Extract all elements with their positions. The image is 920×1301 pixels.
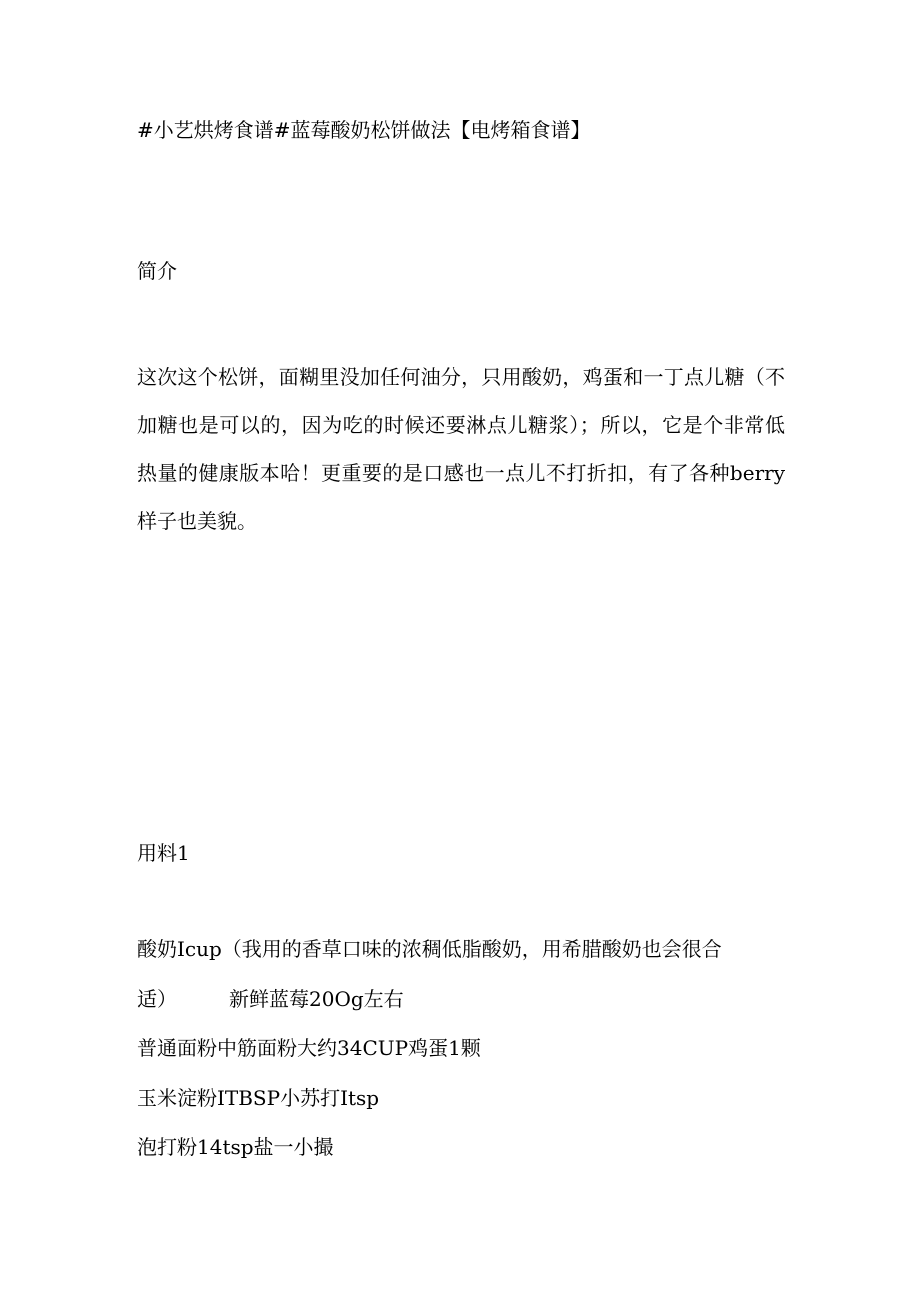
- ingredient-blueberry: 新鲜蓝莓20Og左右: [229, 987, 404, 1011]
- ingredient-line: 玉米淀粉ITBSP小苏打Itsp: [137, 1086, 380, 1110]
- intro-paragraph: 这次这个松饼，面糊里没加任何油分，只用酸奶，鸡蛋和一丁点儿糖（不加糖也是可以的，因为吃的时候还要淋点儿糖浆）；所以，它是个非常低热量的健康版本哈！更重要的是口感也一点儿不打折扣，有了各种berry样子也美貌。: [137, 365, 785, 533]
- ingredient-line: 普通面粉中筋面粉大约34CUP鸡蛋1颗: [137, 1036, 481, 1060]
- recipe-title: #小艺烘烤食谱#蓝莓酸奶松饼做法【电烤箱食谱】: [137, 118, 591, 142]
- ingredient-line: 泡打粉14tsp盐一小撮: [137, 1135, 334, 1159]
- ingredient-line: 酸奶Icup（我用的香草口味的浓稠低脂酸奶，用希腊酸奶也会很合: [137, 937, 722, 961]
- ingredient-line: [137, 986, 404, 1012]
- intro-heading: 简介: [137, 259, 177, 283]
- ingredients-heading: 用料1: [137, 841, 190, 865]
- ingredient-line-continuation: 适）: [137, 987, 177, 1011]
